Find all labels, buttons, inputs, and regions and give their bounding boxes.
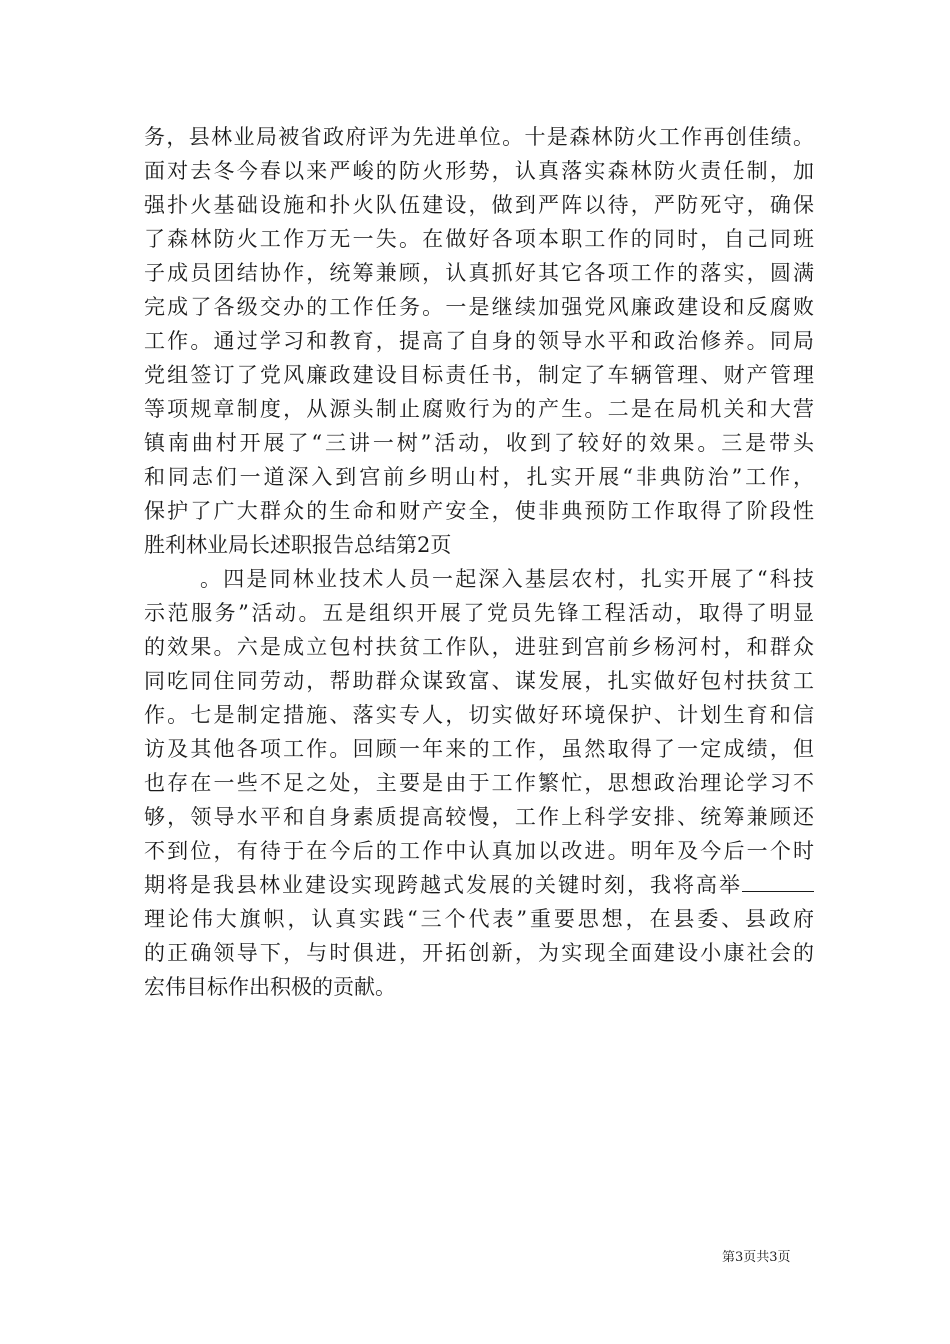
document-body <box>144 120 814 1004</box>
text-line: 和同志们一道深入到宫前乡明山村，扎实开展“非典防治”工作， <box>144 465 814 489</box>
text-line: 强扑火基础设施和扑火队伍建设，做到严阵以待，严防死守，确保 <box>144 193 814 217</box>
text-line: 胜利林业局长述职报告总结第2页 <box>144 533 452 557</box>
text-line: 子成员团结协作，统筹兼顾，认真抓好其它各项工作的落实，圆满 <box>144 261 814 285</box>
text-line: 也存在一些不足之处，主要是由于工作繁忙，思想政治理论学习不 <box>144 771 814 795</box>
text-line: 作。七是制定措施、落实专人，切实做好环境保护、计划生育和信 <box>144 703 814 727</box>
page-footer-indicator: 第3页共3页 <box>722 1250 791 1265</box>
text-line: 理论伟大旗帜，认真实践“三个代表”重要思想，在县委、县政府 <box>144 907 814 931</box>
text-line-indented: 。四是同林业技术人员一起深入基层农村，扎实开展了“科技 <box>200 567 814 591</box>
text-line: 同吃同住同劳动，帮助群众谋致富、谋发展，扎实做好包村扶贫工 <box>144 669 814 693</box>
fill-in-blank <box>742 873 814 892</box>
text-line: 务，县林业局被省政府评为先进单位。十是森林防火工作再创佳绩。 <box>144 125 814 149</box>
text-line: 不到位，有待于在今后的工作中认真加以改进。明年及今后一个时 <box>144 839 814 863</box>
text-line: 了森林防火工作万无一失。在做好各项本职工作的同时，自己同班 <box>144 227 814 251</box>
text-line: 够，领导水平和自身素质提高较慢，工作上科学安排、统筹兼顾还 <box>144 805 814 829</box>
text-line: 示范服务”活动。五是组织开展了党员先锋工程活动，取得了明显 <box>144 601 814 625</box>
text-segment: 期将是我县林业建设实现跨越式发展的关键时刻，我将高举 <box>144 873 742 897</box>
text-line: 保护了广大群众的生命和财产安全，使非典预防工作取得了阶段性 <box>144 499 814 523</box>
text-line: 党组签订了党风廉政建设目标责任书，制定了车辆管理、财产管理 <box>144 363 814 387</box>
text-line: 镇南曲村开展了“三讲一树”活动，收到了较好的效果。三是带头 <box>144 431 814 455</box>
text-line: 完成了各级交办的工作任务。一是继续加强党风廉政建设和反腐败 <box>144 295 814 319</box>
text-line: 面对去冬今春以来严峻的防火形势，认真落实森林防火责任制，加 <box>144 159 814 183</box>
text-line: 的效果。六是成立包村扶贫工作队，进驻到宫前乡杨河村，和群众 <box>144 635 814 659</box>
text-line-with-blank <box>144 868 814 902</box>
text-line: 的正确领导下，与时俱进，开拓创新，为实现全面建设小康社会的 <box>144 941 814 965</box>
text-line: 等项规章制度，从源头制止腐败行为的产生。二是在局机关和大营 <box>144 397 814 421</box>
text-line: 宏伟目标作出积极的贡献。 <box>144 975 396 999</box>
text-line: 工作。通过学习和教育，提高了自身的领导水平和政治修养。同局 <box>144 329 814 353</box>
text-line: 访及其他各项工作。回顾一年来的工作，虽然取得了一定成绩，但 <box>144 737 814 761</box>
